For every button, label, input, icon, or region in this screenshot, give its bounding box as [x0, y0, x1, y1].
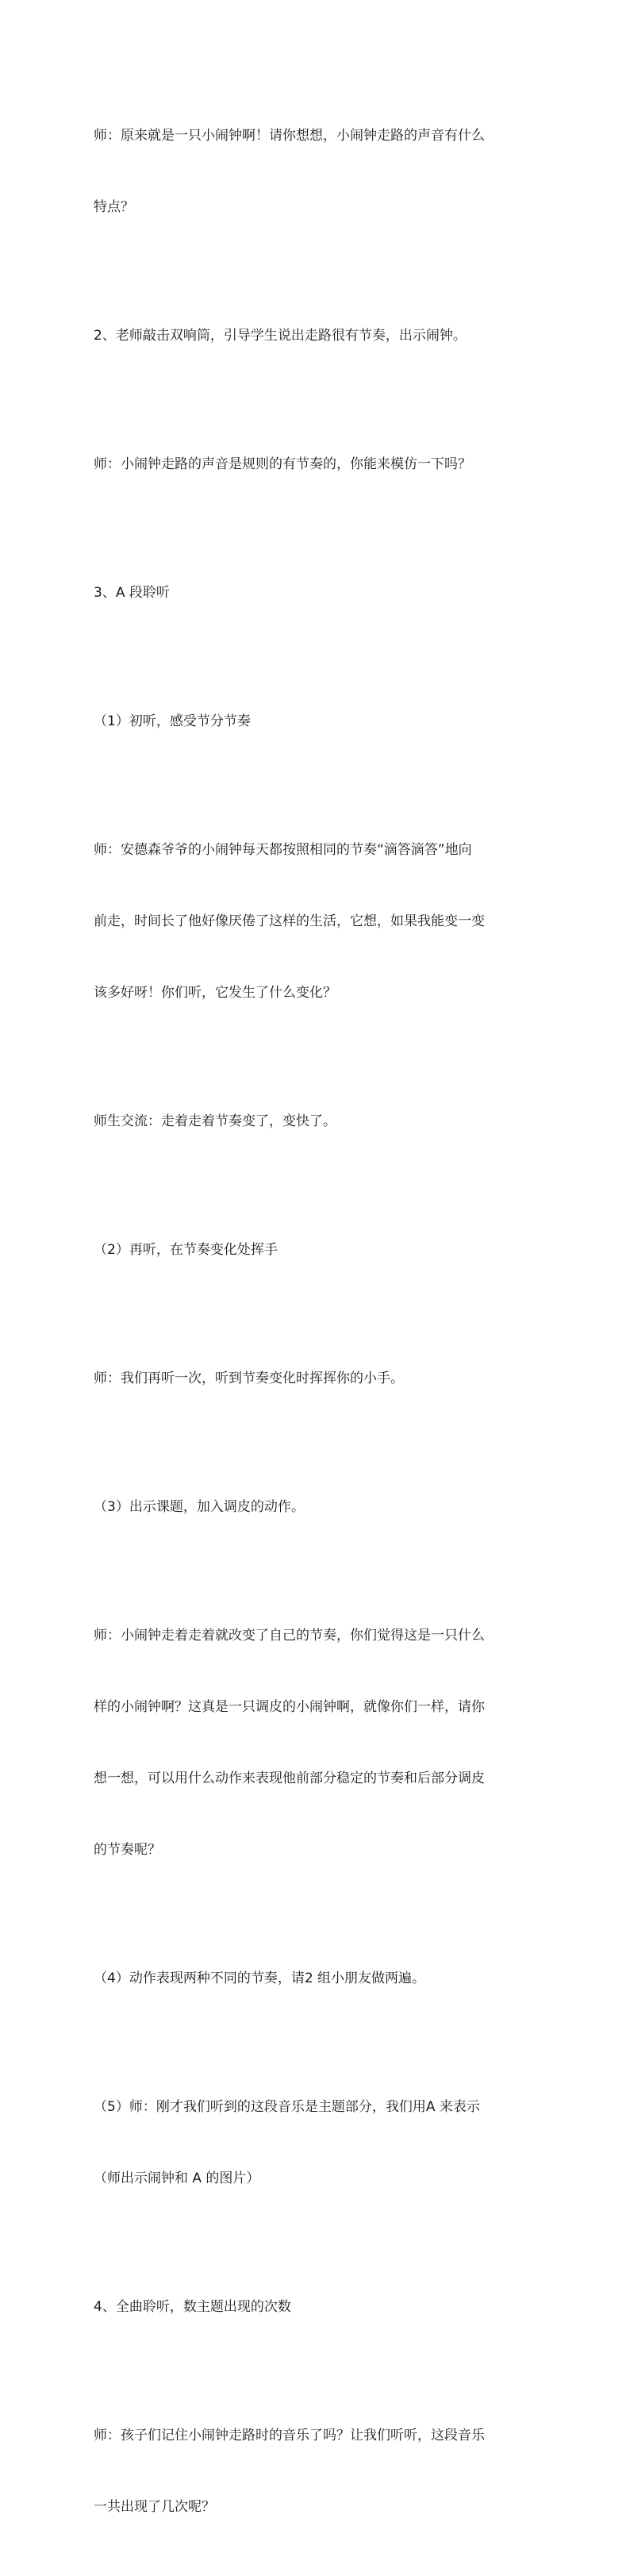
paragraph-teacher-imitate — [94, 405, 536, 524]
text-line: （1）初听，感受节分节奏 — [94, 713, 251, 729]
text-line: 特点？ — [94, 199, 134, 215]
text-line: 一共出现了几次呢？ — [94, 2499, 215, 2515]
paragraph-substep-5 — [94, 2047, 536, 2238]
paragraph-substep-4 — [94, 1919, 536, 2038]
text-line: 想一想，可以用什么动作来表现他前部分稳定的节奏和后部分调皮 — [94, 1771, 485, 1786]
text-line: 3、A 段聆听 — [94, 585, 170, 601]
paragraph-teacher-listen-again — [94, 1319, 536, 1438]
text-line: 师：孩子们记住小闹钟走路时的音乐了吗？让我们听听，这段音乐 — [94, 2428, 485, 2443]
text-line: 师：小闹钟走路的声音是规则的有节奏的，你能来模仿一下吗？ — [94, 456, 471, 472]
paragraph-substep-2 — [94, 1190, 536, 1309]
text-line: （2）再听，在节奏变化处挥手 — [94, 1242, 278, 1258]
paragraph-substep-1 — [94, 662, 536, 781]
paragraph-teacher-anderson — [94, 790, 536, 1052]
text-line: （3）出示课题，加入调皮的动作。 — [94, 1499, 305, 1515]
text-line: 样的小闹钟啊？这真是一只调皮的小闹钟啊，就像你们一样，请你 — [94, 1699, 485, 1715]
text-line: 师：安德森爷爷的小闹钟每天都按照相同的节奏“滴答滴答”地向 — [94, 842, 472, 858]
text-line: 前走，时间长了他好像厌倦了这样的生活，它想，如果我能变一变 — [94, 913, 485, 929]
document-body — [94, 76, 536, 2576]
heading-step-3 — [94, 533, 536, 652]
text-line: 该多好呀！你们听，它发生了什么变化？ — [94, 985, 336, 1001]
text-line: 的节奏呢？ — [94, 1842, 161, 1858]
text-line: 2、老师敲击双响筒，引导学生说出走路很有节奏，出示闹钟。 — [94, 328, 467, 344]
text-line: （4）动作表现两种不同的节奏，请2 组小朋友做两遍。 — [94, 1970, 426, 1986]
paragraph-substep-3 — [94, 1448, 536, 1567]
paragraph-teacher-count — [94, 2376, 536, 2566]
paragraph-teacher-naughty-clock — [94, 1576, 536, 1909]
text-line: （师出示闹钟和 A 的图片） — [94, 2170, 260, 2186]
text-line: 师：小闹钟走着走着就改变了自己的节奏，你们觉得这是一只什么 — [94, 1628, 485, 1644]
paragraph-step-2 — [94, 276, 536, 395]
heading-step-4 — [94, 2247, 536, 2366]
text-line: 师：我们再听一次，听到节奏变化时挥挥你的小手。 — [94, 1371, 404, 1386]
text-line: 师：原来就是一只小闹钟啊！请你想想，小闹钟走路的声音有什么 — [94, 128, 485, 144]
text-line: 师生交流：走着走着节奏变了，变快了。 — [94, 1113, 336, 1129]
paragraph-teacher-clock-question — [94, 76, 536, 267]
paragraph-discussion — [94, 1062, 536, 1181]
text-line: 4、全曲聆听，数主题出现的次数 — [94, 2299, 291, 2315]
text-line: （5）师：刚才我们听到的这段音乐是主题部分，我们用A 来表示 — [94, 2099, 480, 2115]
